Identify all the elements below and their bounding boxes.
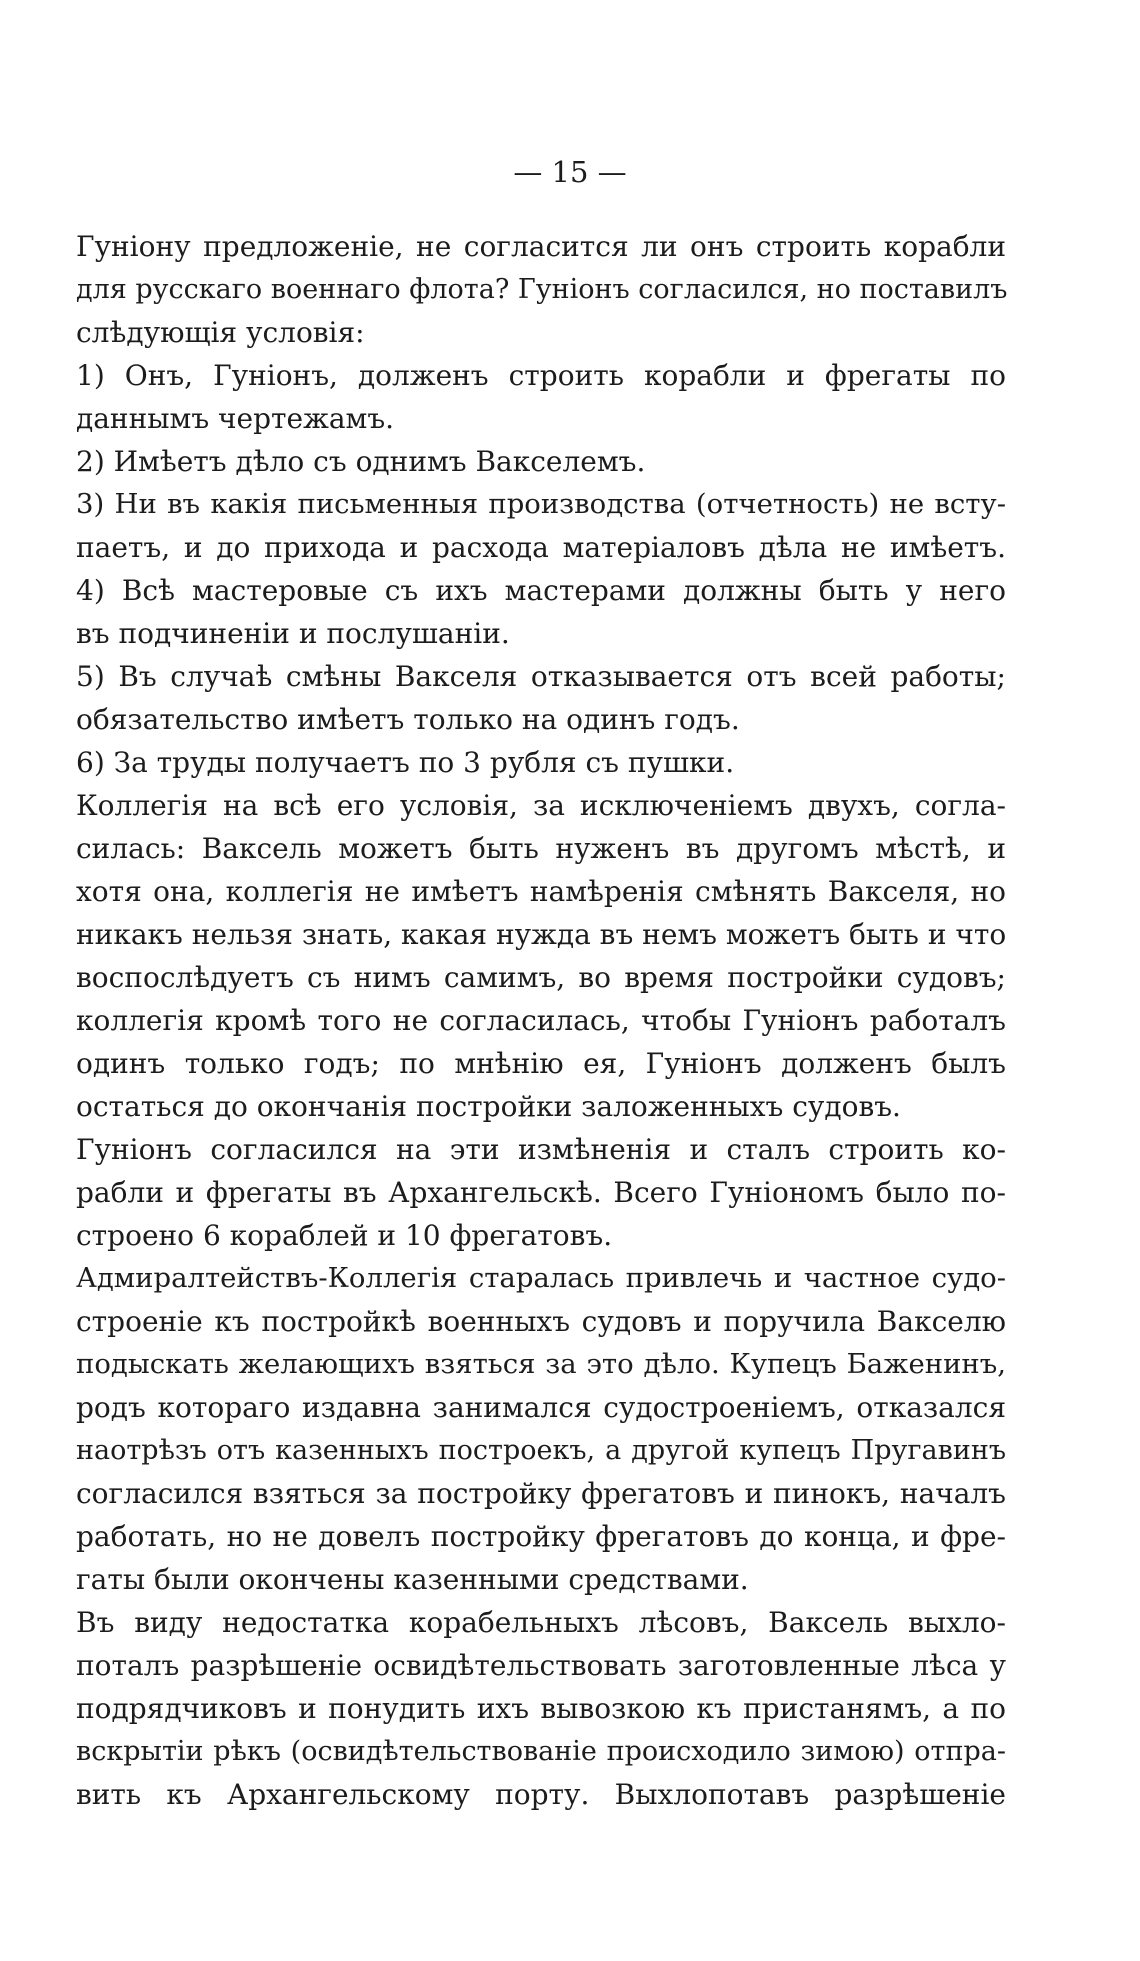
text-line: наотрѣзъ отъ казенныхъ построекъ, а другой купецъ Пругавинъ <box>76 1435 1006 1466</box>
text-line: коллегія кромѣ того не согласилась, чтобы Гуніонъ работалъ <box>76 1004 1006 1037</box>
page-number: — 15 — <box>513 155 627 189</box>
text-line: родъ котораго издавна занимался судостроеніемъ, отказался <box>76 1391 1006 1424</box>
text-line: поталъ разрѣшеніе освидѣтельствовать заготовленные лѣса у <box>76 1649 1006 1682</box>
text-line: Коллегія на всѣ его условія, за исключеніемъ двухъ, согла- <box>76 789 1006 822</box>
text-line: 4) Всѣ мастеровые съ ихъ мастерами должны быть у него <box>76 574 1006 607</box>
text-line: рабли и фрегаты въ Архангельскѣ. Всего Гуніономъ было по- <box>76 1176 1006 1209</box>
text-line: даннымъ чертежамъ. <box>76 402 395 435</box>
text-line: работать, но не довелъ постройку фрегатовъ до конца, и фре- <box>76 1520 1006 1553</box>
text-line: воспослѣдуетъ съ нимъ самимъ, во время постройки судовъ; <box>76 961 1006 994</box>
text-line: обязательство имѣетъ только на одинъ годъ. <box>76 703 740 736</box>
text-line: строеніе къ постройкѣ военныхъ судовъ и поручила Вакселю <box>76 1305 1006 1338</box>
text-line: вить къ Архангельскому порту. Выхлопотавъ разрѣшеніе <box>76 1778 1006 1811</box>
text-line: гаты были окончены казенными средствами. <box>76 1563 749 1596</box>
text-line: одинъ только годъ; по мнѣнію ея, Гуніонъ долженъ былъ <box>76 1047 1006 1080</box>
body-text <box>76 225 1006 1816</box>
text-line: 1) Онъ, Гуніонъ, долженъ строить корабли и фрегаты по <box>76 359 1006 392</box>
text-line: 5) Въ случаѣ смѣны Вакселя отказывается отъ всей работы; <box>76 660 1006 693</box>
text-line: Въ виду недостатка корабельныхъ лѣсовъ, Ваксель выхло- <box>76 1606 1006 1639</box>
text-line: силась: Ваксель можетъ быть нуженъ въ другомъ мѣстѣ, и <box>76 832 1006 865</box>
text-line: слѣдующія условія: <box>76 316 365 349</box>
text-line: подрядчиковъ и понудить ихъ вывозкою къ пристанямъ, а по <box>76 1692 1006 1725</box>
text-line: въ подчиненіи и послушаніи. <box>76 617 510 650</box>
text-line: вскрытіи рѣкъ (освидѣтельствованіе происходило зимою) отпра- <box>76 1736 1006 1767</box>
text-line: остаться до окончанія постройки заложенныхъ судовъ. <box>76 1090 901 1123</box>
text-line: Адмиралтействъ-Коллегія старалась привлечь и частное судо- <box>76 1262 1006 1294</box>
text-line: строено 6 кораблей и 10 фрегатовъ. <box>76 1219 613 1252</box>
text-line: согласился взяться за постройку фрегатовъ и пинокъ, началъ <box>76 1477 1006 1510</box>
text-line: никакъ нельзя знать, какая нужда въ немъ можетъ быть и что <box>76 918 1007 951</box>
text-line: Гуніонъ согласился на эти измѣненія и сталъ строить ко- <box>76 1133 1006 1166</box>
text-line: Гуніону предложеніе, не согласится ли онъ строить корабли <box>76 230 1006 263</box>
text-line: 2) Имѣетъ дѣло съ однимъ Вакселемъ. <box>76 445 646 478</box>
text-line: 6) За труды получаетъ по 3 рубля съ пушки. <box>76 746 735 779</box>
text-line: хотя она, коллегія не имѣетъ намѣренія смѣнять Вакселя, но <box>76 875 1006 908</box>
text-line: подыскать желающихъ взяться за это дѣло. Купецъ Баженинъ, <box>76 1348 1006 1380</box>
text-line: для русскаго военнаго флота? Гуніонъ согласился, но поставилъ <box>76 274 1008 305</box>
text-line: 3) Ни въ какія письменныя производства (отчетность) не всту- <box>76 488 1006 520</box>
text-line: паетъ, и до прихода и расхода матеріаловъ дѣла не имѣетъ. <box>76 531 1006 564</box>
